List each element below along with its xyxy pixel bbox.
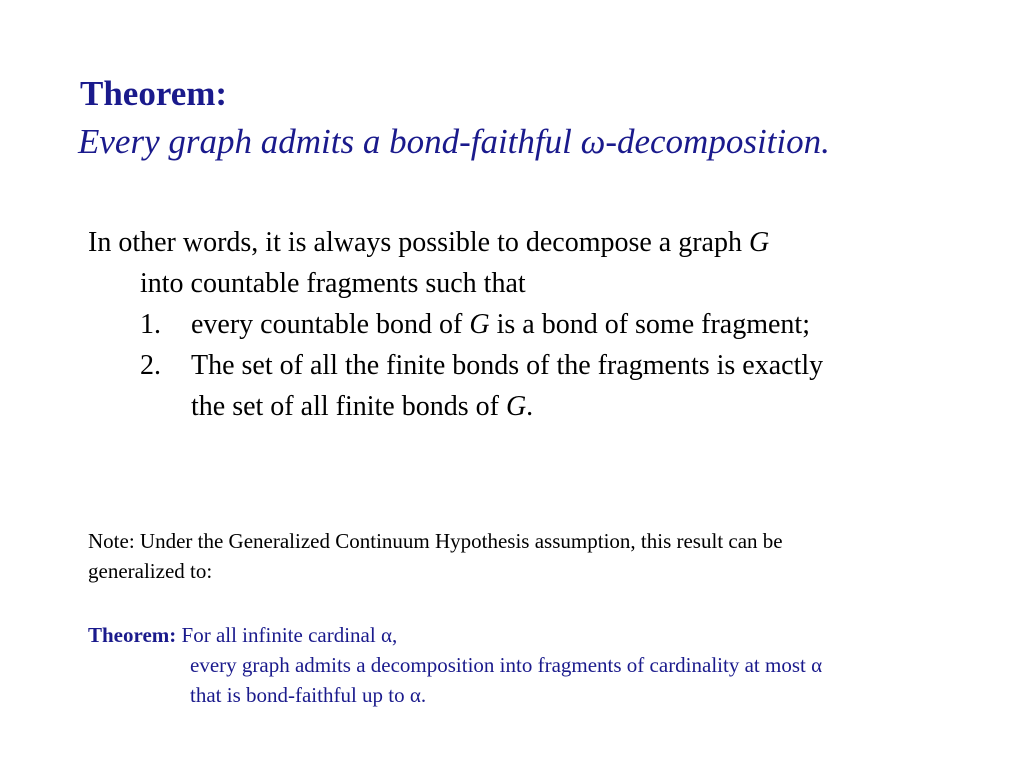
list-item-continuation — [88, 386, 988, 427]
generalized-theorem-line-2: every graph admits a decomposition into fragments of cardinality at most α — [190, 653, 823, 677]
list-item-number: 1. — [140, 309, 161, 340]
intro-line-1 — [88, 222, 988, 263]
list-item-text-post: . — [526, 391, 534, 422]
graph-variable: G — [505, 391, 527, 422]
graph-variable: G — [748, 227, 770, 258]
generalized-theorem-line-1 — [88, 620, 988, 650]
theorem-statement — [78, 122, 830, 162]
note-line-1: Note: Under the Generalized Continuum Hypothesis assumption, this result can be — [88, 529, 783, 553]
note-block — [88, 526, 988, 586]
graph-variable: G — [469, 309, 490, 340]
note-line-2: generalized to: — [88, 559, 213, 583]
list-item — [88, 345, 988, 386]
list-item-number: 2. — [140, 350, 161, 381]
intro-line-1-text: In other words, it is always possible to decompose a graph — [88, 227, 749, 258]
generalized-theorem — [88, 620, 988, 710]
list-item-text-pre: the set of all finite bonds of — [191, 391, 506, 422]
generalized-theorem-line-3: that is bond-faithful up to α. — [190, 683, 427, 707]
list-item — [88, 304, 988, 345]
list-item-text-pre: every countable bond of — [191, 309, 470, 340]
generalized-theorem-text: For all infinite cardinal α, — [176, 623, 398, 647]
generalized-theorem-heading: Theorem: — [88, 623, 177, 647]
explanation-block — [88, 222, 988, 427]
list-item-text: The set of all the finite bonds of the fragments is exactly — [191, 350, 824, 381]
omega-symbol: ω — [580, 122, 606, 161]
list-item-text-post: is a bond of some fragment; — [489, 309, 810, 340]
theorem-statement-pre: Every graph admits a bond-faithful — [78, 122, 581, 161]
theorem-title: Theorem: — [80, 74, 228, 113]
theorem-statement-post: -decomposition. — [605, 122, 830, 161]
intro-line-2: into countable fragments such that — [140, 268, 526, 299]
